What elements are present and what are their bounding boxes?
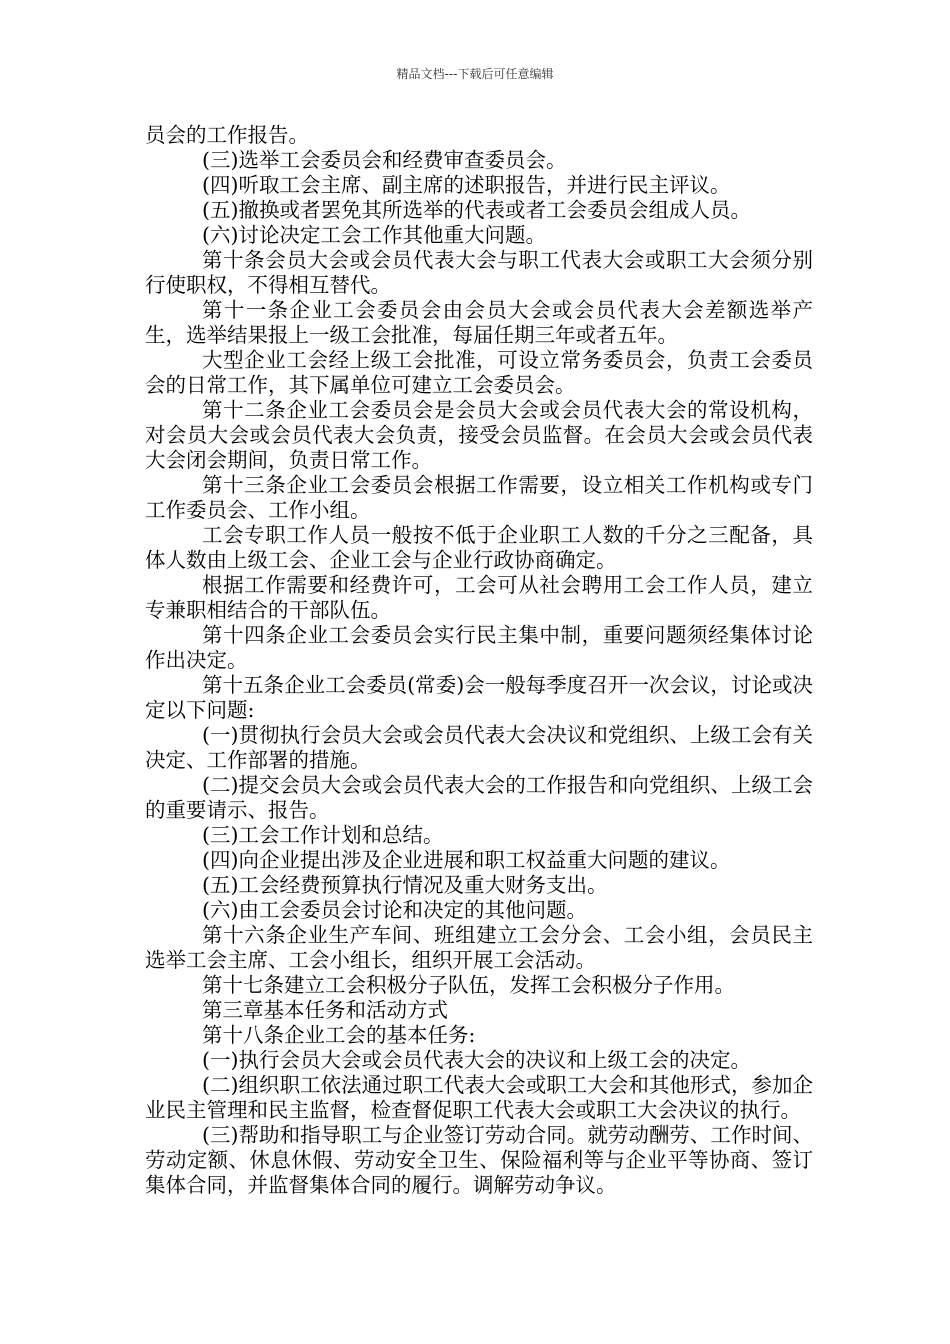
paragraph: (五)撤换或者罢免其所选举的代表或者工会委员会组成人员。 [202,198,751,222]
paragraph: (五)工会经费预算执行情况及重大财务支出。 [202,873,608,897]
paragraph: 第十六条企业生产车间、班组建立工会分会、工会小组，会员民主选举工会主席、工会小组长，组织开展工会活动。 [145,923,813,972]
document-body [145,123,813,1198]
chapter-heading: 第三章基本任务和活动方式 [202,998,448,1022]
paragraph: (二)提交会员大会或会员代表大会的工作报告和向党组织、上级工会的重要请示、报告。 [145,773,813,822]
paragraph: (三)选举工会委员会和经费审查委员会。 [202,148,567,172]
paragraph: (三)帮助和指导职工与企业签订劳动合同。就劳动酬劳、工作时间、劳动定额、休息休假、劳动安全卫生、保险福利等与企业平等协商、签订集体合同，并监督集体合同的履行。调解劳动争议。 [145,1123,813,1197]
paragraph: 大型企业工会经上级工会批准，可设立常务委员会，负责工会委员会的日常工作，其下属单位可建立工会委员会。 [145,348,813,397]
paragraph: 第十七条建立工会积极分子队伍，发挥工会积极分子作用。 [202,973,735,997]
paragraph: (四)听取工会主席、副主席的述职报告，并进行民主评议。 [202,173,731,197]
paragraph: (一)贯彻执行会员大会或会员代表大会决议和党组织、上级工会有关决定、工作部署的措施。 [145,723,813,772]
paragraph: 第十八条企业工会的基本任务: [202,1023,476,1047]
paragraph: 第十一条企业工会委员会由会员大会或会员代表大会差额选举产生，选举结果报上一级工会批准，每届任期三年或者五年。 [145,298,813,347]
paragraph: (六)讨论决定工会工作其他重大问题。 [202,223,546,247]
paragraph: 工会专职工作人员一般按不低于企业职工人数的千分之三配备，具体人数由上级工会、企业工会与企业行政协商确定。 [145,523,813,572]
paragraph: 第十四条企业工会委员会实行民主集中制，重要问题须经集体讨论作出决定。 [145,623,813,672]
paragraph: 根据工作需要和经费许可，工会可从社会聘用工会工作人员，建立专兼职相结合的干部队伍。 [145,573,813,622]
paragraph: (四)向企业提出涉及企业进展和职工权益重大问题的建议。 [202,848,731,872]
paragraph: (一)执行会员大会或会员代表大会的决议和上级工会的决定。 [202,1048,751,1072]
paragraph: 第十三条企业工会委员会根据工作需要，设立相关工作机构或专门工作委员会、工作小组。 [145,473,813,522]
paragraph: 第十五条企业工会委员(常委)会一般每季度召开一次会议，讨论或决定以下问题: [145,673,813,722]
paragraph: (三)工会工作计划和总结。 [202,823,444,847]
paragraph: 第十条会员大会或会员代表大会与职工代表大会或职工大会须分别行使职权，不得相互替代。 [145,248,813,297]
paragraph: 员会的工作报告。 [145,123,309,147]
paragraph: 第十二条企业工会委员会是会员大会或会员代表大会的常设机构，对会员大会或会员代表大会负责，接受会员监督。在会员大会或会员代表大会闭会期间，负责日常工作。 [145,398,813,472]
paragraph: (二)组织职工依法通过职工代表大会或职工大会和其他形式，参加企业民主管理和民主监督，检查督促职工代表大会或职工大会决议的执行。 [145,1073,813,1122]
page-header: 精品文档---下载后可任意编辑 [396,67,554,81]
paragraph: (六)由工会委员会讨论和决定的其他问题。 [202,898,587,922]
